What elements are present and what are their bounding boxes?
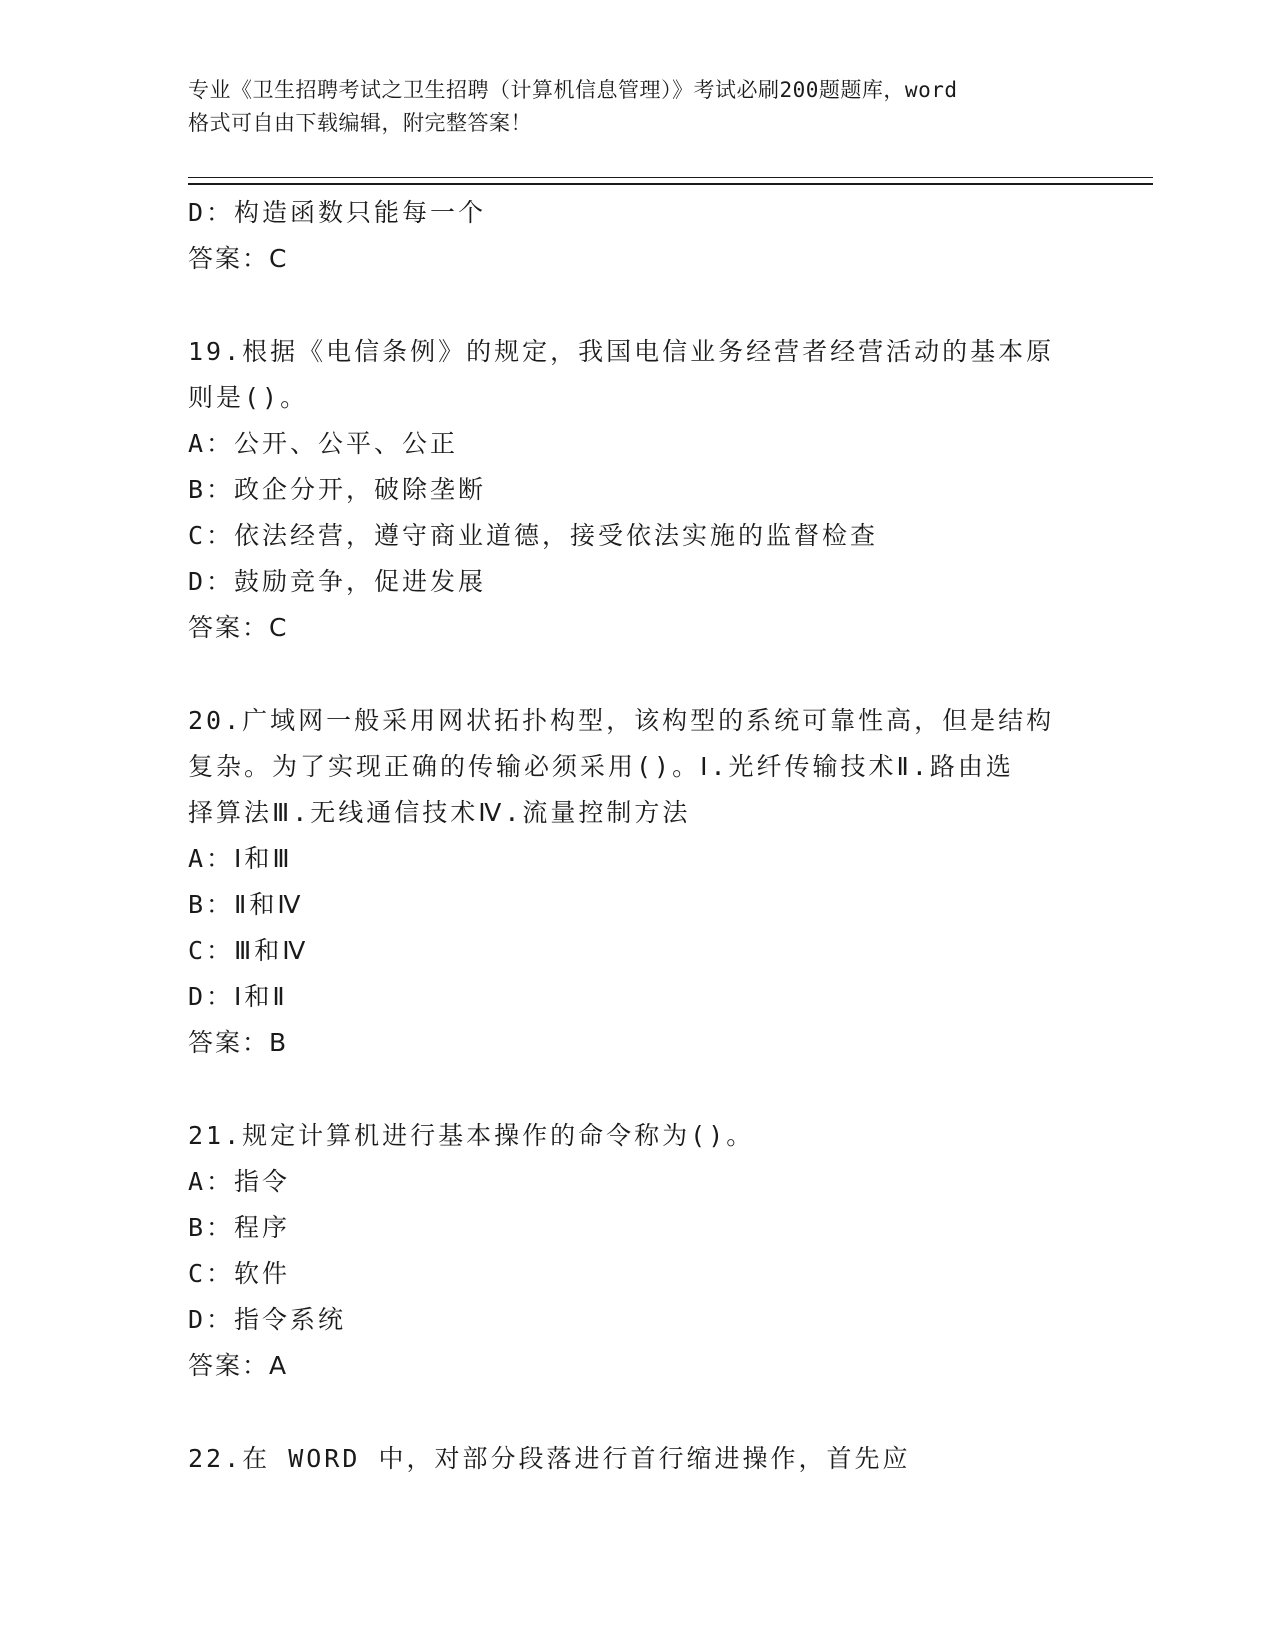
option-d: D：构造函数只能每一个: [188, 198, 487, 227]
option-b: B：政企分开，破除垄断: [188, 475, 487, 504]
question-stem: 复杂。为了实现正确的传输必须采用()。Ⅰ.光纤传输技术Ⅱ.路由选: [188, 752, 1014, 781]
question-stem: 20.广域网一般采用网状拓扑构型，该构型的系统可靠性高，但是结构: [188, 706, 1055, 735]
question-stem: 19.根据《电信条例》的规定，我国电信业务经营者经营活动的基本原: [188, 337, 1055, 366]
option-c: C：Ⅲ和Ⅳ: [188, 936, 309, 965]
question-19: [188, 329, 1088, 651]
header-line-1: 专业《卫生招聘考试之卫生招聘（计算机信息管理）》考试必刷200题题库，word: [188, 78, 958, 102]
option-d: D：Ⅰ和Ⅱ: [188, 982, 288, 1011]
question-22: [188, 1436, 1088, 1482]
answer-line: 答案：B: [188, 1028, 289, 1057]
option-a: A：公开、公平、公正: [188, 429, 459, 458]
question-21: [188, 1113, 1088, 1389]
question-stem: 21.规定计算机进行基本操作的命令称为()。: [188, 1121, 755, 1150]
answer-line: 答案：C: [188, 613, 289, 642]
previous-question-tail: [188, 190, 1088, 282]
option-d: D：鼓励竞争，促进发展: [188, 567, 487, 596]
option-a: A：Ⅰ和Ⅲ: [188, 844, 293, 873]
question-stem: 择算法Ⅲ.无线通信技术Ⅳ.流量控制方法: [188, 798, 691, 827]
answer-line: 答案：A: [188, 1351, 289, 1380]
option-c: C：依法经营，遵守商业道德，接受依法实施的监督检查: [188, 521, 879, 550]
header-rule-thick: [188, 183, 1153, 185]
header-line-2: 格式可自由下载编辑，附完整答案！: [188, 111, 532, 135]
question-stem: 则是()。: [188, 383, 309, 412]
question-list: [188, 190, 1088, 1482]
document-header: [188, 74, 1088, 140]
question-stem: 22.在 WORD 中，对部分段落进行首行缩进操作，首先应: [188, 1444, 911, 1473]
option-b: B：Ⅱ和Ⅳ: [188, 890, 304, 919]
option-b: B：程序: [188, 1213, 291, 1242]
answer-line: 答案：C: [188, 244, 289, 273]
option-c: C：软件: [188, 1259, 291, 1288]
option-d: D：指令系统: [188, 1305, 347, 1334]
header-rule-thin: [188, 177, 1153, 178]
option-a: A：指令: [188, 1167, 291, 1196]
question-20: [188, 698, 1088, 1066]
